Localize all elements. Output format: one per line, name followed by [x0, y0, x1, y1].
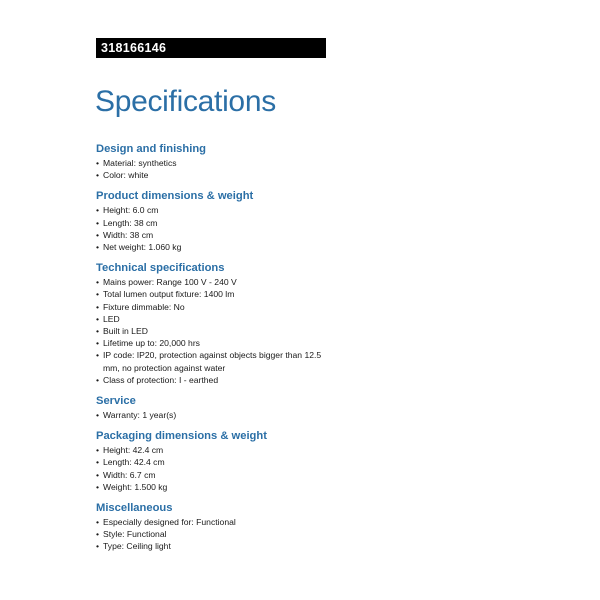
- spec-item-text: Width: 38 cm: [103, 229, 154, 240]
- spec-list: [96, 516, 426, 553]
- spec-item: [96, 204, 426, 216]
- spec-item-text: Length: 42.4 cm: [103, 457, 165, 468]
- spec-item-text: Width: 6.7 cm: [103, 469, 156, 480]
- spec-item-text: Height: 42.4 cm: [103, 445, 164, 456]
- bullet-icon: •: [96, 529, 100, 540]
- spec-item: [96, 288, 426, 300]
- spec-item: [96, 157, 426, 169]
- spec-list: [96, 204, 426, 253]
- spec-item: [96, 444, 426, 456]
- bullet-icon: •: [96, 277, 100, 288]
- spec-section-technical: [96, 262, 426, 386]
- section-title: Technical specifications: [96, 262, 225, 275]
- bullet-icon: •: [96, 469, 100, 480]
- bullet-icon: •: [96, 217, 100, 228]
- section-title: Miscellaneous: [96, 502, 173, 515]
- spec-section-product-dimensions: [96, 190, 426, 253]
- spec-item-text: Warranty: 1 year(s): [103, 410, 177, 421]
- section-title: Packaging dimensions & weight: [96, 430, 267, 443]
- spec-item-text: Style: Functional: [103, 529, 167, 540]
- spec-item-text: Type: Ceiling light: [103, 541, 171, 552]
- bullet-icon: •: [96, 313, 100, 324]
- bullet-icon: •: [96, 517, 100, 528]
- bullet-icon: •: [96, 170, 100, 181]
- bullet-icon: •: [96, 301, 100, 312]
- bullet-icon: •: [96, 457, 100, 468]
- section-title: Product dimensions & weight: [96, 190, 254, 203]
- spec-item-text: Built in LED: [103, 326, 148, 337]
- bullet-icon: •: [96, 338, 100, 349]
- bullet-icon: •: [96, 326, 100, 337]
- spec-item: [96, 217, 426, 229]
- bullet-icon: •: [96, 410, 100, 421]
- spec-item-text: Height: 6.0 cm: [103, 205, 159, 216]
- spec-item-text: Lifetime up to: 20,000 hrs: [103, 338, 200, 349]
- spec-section-design: [96, 143, 426, 181]
- spec-item: [96, 349, 426, 373]
- bullet-icon: •: [96, 350, 100, 361]
- bullet-icon: •: [96, 541, 100, 552]
- bullet-icon: •: [96, 158, 100, 168]
- spec-item-text: IP code: IP20, protection against objects bigger than 12.5 mm, no protection against water: [103, 350, 322, 373]
- spec-item-text: Mains power: Range 100 V - 240 V: [103, 277, 237, 288]
- spec-item: [96, 337, 426, 349]
- spec-list: [96, 444, 426, 493]
- spec-item: [96, 481, 426, 493]
- spec-item-text: Color: white: [103, 170, 149, 181]
- spec-item-text: Total lumen output fixture: 1400 lm: [103, 289, 235, 300]
- spec-list: [96, 157, 426, 181]
- spec-item: [96, 229, 426, 241]
- bullet-icon: •: [96, 374, 100, 385]
- spec-section-packaging: [96, 430, 426, 493]
- bullet-icon: •: [96, 242, 100, 253]
- spec-item: [96, 325, 426, 337]
- spec-item-text: Material: synthetics: [103, 158, 177, 168]
- spec-item-text: Especially designed for: Functional: [103, 517, 236, 528]
- spec-item: [96, 516, 426, 528]
- product-code-bar: 318166146: [96, 38, 326, 58]
- spec-list: [96, 276, 426, 386]
- spec-item-text: Length: 38 cm: [103, 217, 158, 228]
- spec-sections: [96, 143, 426, 562]
- page-title: Specifications: [95, 85, 276, 118]
- bullet-icon: •: [96, 289, 100, 300]
- section-title: Design and finishing: [96, 143, 207, 155]
- spec-item-text: Fixture dimmable: No: [103, 301, 185, 312]
- bullet-icon: •: [96, 445, 100, 456]
- bullet-icon: •: [96, 481, 100, 492]
- spec-item: [96, 456, 426, 468]
- spec-item-text: Weight: 1.500 kg: [103, 481, 168, 492]
- spec-section-service: [96, 395, 426, 421]
- spec-item: [96, 301, 426, 313]
- spec-item: [96, 409, 426, 421]
- spec-item: [96, 313, 426, 325]
- spec-item-text: LED: [103, 313, 120, 324]
- spec-item: [96, 528, 426, 540]
- spec-item: [96, 469, 426, 481]
- spec-item: [96, 169, 426, 181]
- spec-item-text: Net weight: 1.060 kg: [103, 242, 182, 253]
- bullet-icon: •: [96, 205, 100, 216]
- spec-item: [96, 374, 426, 386]
- spec-item: [96, 241, 426, 253]
- section-title: Service: [96, 395, 136, 408]
- spec-item-text: Class of protection: I - earthed: [103, 374, 219, 385]
- bullet-icon: •: [96, 229, 100, 240]
- spec-list: [96, 409, 426, 421]
- spec-item: [96, 540, 426, 552]
- spec-section-miscellaneous: [96, 502, 426, 553]
- spec-item: [96, 276, 426, 288]
